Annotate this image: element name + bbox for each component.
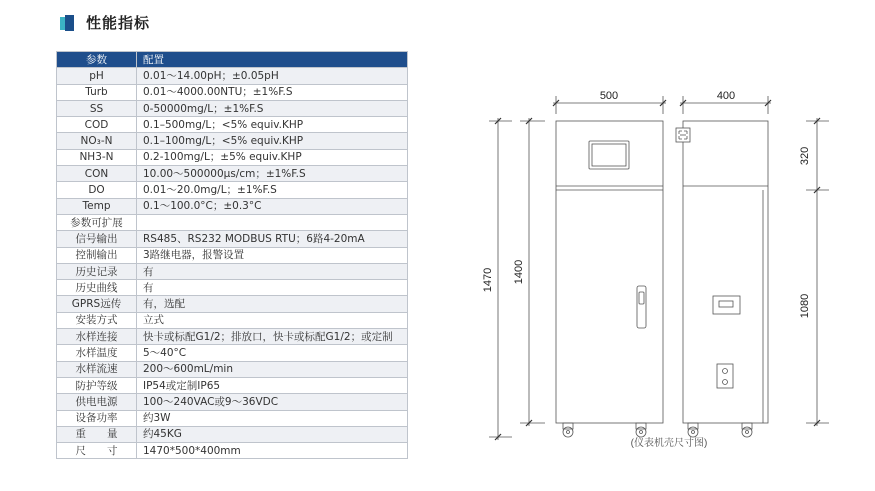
dim-front-width: 500 (599, 90, 619, 102)
param-cell: CON (57, 166, 137, 182)
param-cell: NO₃-N (57, 133, 137, 149)
param-cell: 安装方式 (57, 312, 137, 328)
param-cell: 供电电源 (57, 394, 137, 410)
param-cell: 控制输出 (57, 247, 137, 263)
dim-top-height: 320 (799, 146, 811, 166)
param-cell: COD (57, 117, 137, 133)
param-cell: 信号输出 (57, 231, 137, 247)
param-cell: 设备功率 (57, 410, 137, 426)
config-cell: 5～40°C (137, 345, 408, 361)
config-cell: 快卡或标配G1/2；排放口，快卡或标配G1/2；或定制 (137, 329, 408, 345)
param-cell: Temp (57, 198, 137, 214)
config-cell: 0.01～20.0mg/L；±1%F.S (137, 182, 408, 198)
config-cell: 有，选配 (137, 296, 408, 312)
param-cell: DO (57, 182, 137, 198)
side-panel-box (713, 296, 740, 314)
config-cell: 10.00～500000μs/cm；±1%F.S (137, 166, 408, 182)
header-config: 配置 (137, 52, 408, 68)
config-cell: 0-50000mg/L；±1%F.S (137, 100, 408, 116)
param-cell: Turb (57, 84, 137, 100)
config-cell: 0.01～14.00pH；±0.05pH (137, 68, 408, 84)
header-param: 参数 (57, 52, 137, 68)
config-cell: 立式 (137, 312, 408, 328)
config-cell: 0.1～100.0°C；±0.3°C (137, 198, 408, 214)
param-cell: 水样连接 (57, 329, 137, 345)
param-cell: 历史曲线 (57, 280, 137, 296)
config-cell: 200～600mL/min (137, 361, 408, 377)
config-cell: 0.01～4000.00NTU；±1%F.S (137, 84, 408, 100)
param-cell: 防护等级 (57, 377, 137, 393)
dim-body-height: 1400 (513, 259, 525, 285)
config-cell: 0.1–500mg/L；<5% equiv.KHP (137, 117, 408, 133)
param-cell: 历史记录 (57, 263, 137, 279)
side-cabinet-outline (683, 121, 768, 423)
param-cell: SS (57, 100, 137, 116)
param-cell: 水样流速 (57, 361, 137, 377)
config-cell: 有 (137, 280, 408, 296)
config-cell: 3路继电器，报警设置 (137, 247, 408, 263)
config-cell: RS485、RS232 MODBUS RTU；6路4-20mA (137, 231, 408, 247)
scan-icon (676, 128, 690, 142)
param-cell: 尺 寸 (57, 443, 137, 459)
config-cell: 1470*500*400mm (137, 443, 408, 459)
param-cell: 参数可扩展 (57, 214, 137, 230)
config-cell: 约3W (137, 410, 408, 426)
dim-side-width: 400 (716, 90, 736, 102)
dim-total-height: 1470 (482, 267, 494, 293)
param-cell: pH (57, 68, 137, 84)
config-cell: 有 (137, 263, 408, 279)
dim-bottom-height: 1080 (799, 293, 811, 319)
param-cell: NH3-N (57, 149, 137, 165)
config-cell: 约45KG (137, 426, 408, 442)
config-cell: 0.2-100mg/L；±5% equiv.KHP (137, 149, 408, 165)
drawing-caption: (仪表机壳尺寸图) (630, 438, 708, 449)
config-cell: 100～240VAC或9～36VDC (137, 394, 408, 410)
config-cell: 0.1–100mg/L；<5% equiv.KHP (137, 133, 408, 149)
param-cell: 水样温度 (57, 345, 137, 361)
param-cell: 重 量 (57, 426, 137, 442)
front-display-screen (589, 141, 629, 169)
config-cell: IP54或定制IP65 (137, 377, 408, 393)
section-title: 性能指标 (86, 14, 151, 32)
param-cell: GPRS远传 (57, 296, 137, 312)
